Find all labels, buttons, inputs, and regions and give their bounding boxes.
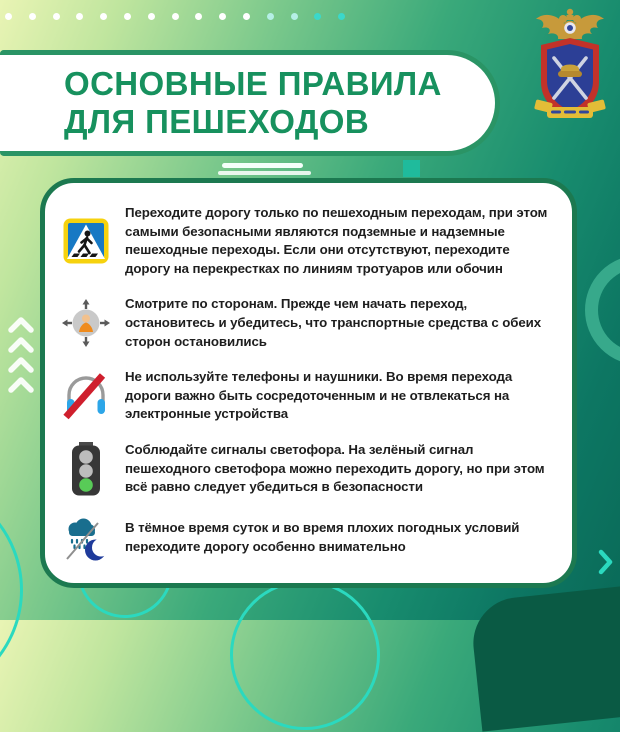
decorative-corner-shape <box>469 578 620 731</box>
chevron-right-icon <box>598 549 615 580</box>
page-title-line2: ДЛЯ ПЕШЕХОДОВ <box>64 103 370 140</box>
rule-item-look-both-ways <box>59 295 554 351</box>
rule-item-night-weather <box>59 514 554 562</box>
rule-item-traffic-light <box>59 441 554 497</box>
police-emblem <box>534 6 606 124</box>
decorative-arc <box>230 580 380 730</box>
decorative-ring <box>585 255 620 365</box>
rule-text: Переходите дорогу только по пешеходным переходам, при этом самыми безопасными являются подземные и надземные пешеходные переходы. Если они отсутствуют, переходите дорогу на перекрестках по линиям тротуаров или обочин <box>125 205 548 276</box>
decorative-dash <box>222 163 303 168</box>
rule-text: Смотрите по сторонам. Прежде чем начать переход, остановитесь и убедитесь, что транспортные средства с обеих сторон остановились <box>125 296 542 349</box>
page-title-line1: ОСНОВНЫЕ ПРАВИЛА <box>64 65 442 103</box>
rule-text: Не используйте телефоны и наушники. Во время перехода дороги важно быть сосредоточенным и не отвлекаться на электронные устройства <box>125 369 513 422</box>
rule-item-no-headphones <box>59 368 554 424</box>
look-both-ways-icon <box>59 299 113 347</box>
decorative-square <box>403 160 420 177</box>
no-headphones-icon <box>59 372 113 420</box>
rules-card <box>40 178 577 588</box>
rule-item-crosswalk <box>59 204 554 278</box>
rule-text: Соблюдайте сигналы светофора. На зелёный сигнал пешеходного светофора можно переходить дорогу, но при этом всё равно следует убедиться в безопасности <box>125 442 545 495</box>
chevrons-up-icon <box>7 316 35 413</box>
crosswalk-sign-icon <box>59 217 113 265</box>
police-emblem-graphic <box>534 6 606 124</box>
decorative-dots-row <box>5 13 345 20</box>
night-weather-icon <box>59 514 113 562</box>
decorative-dash <box>218 171 311 175</box>
rule-text: В тёмное время суток и во время плохих погодных условий переходите дорогу особенно внимательно <box>125 520 520 554</box>
traffic-light-icon <box>59 442 113 496</box>
decorative-arc <box>0 480 23 700</box>
title-banner <box>0 50 500 156</box>
